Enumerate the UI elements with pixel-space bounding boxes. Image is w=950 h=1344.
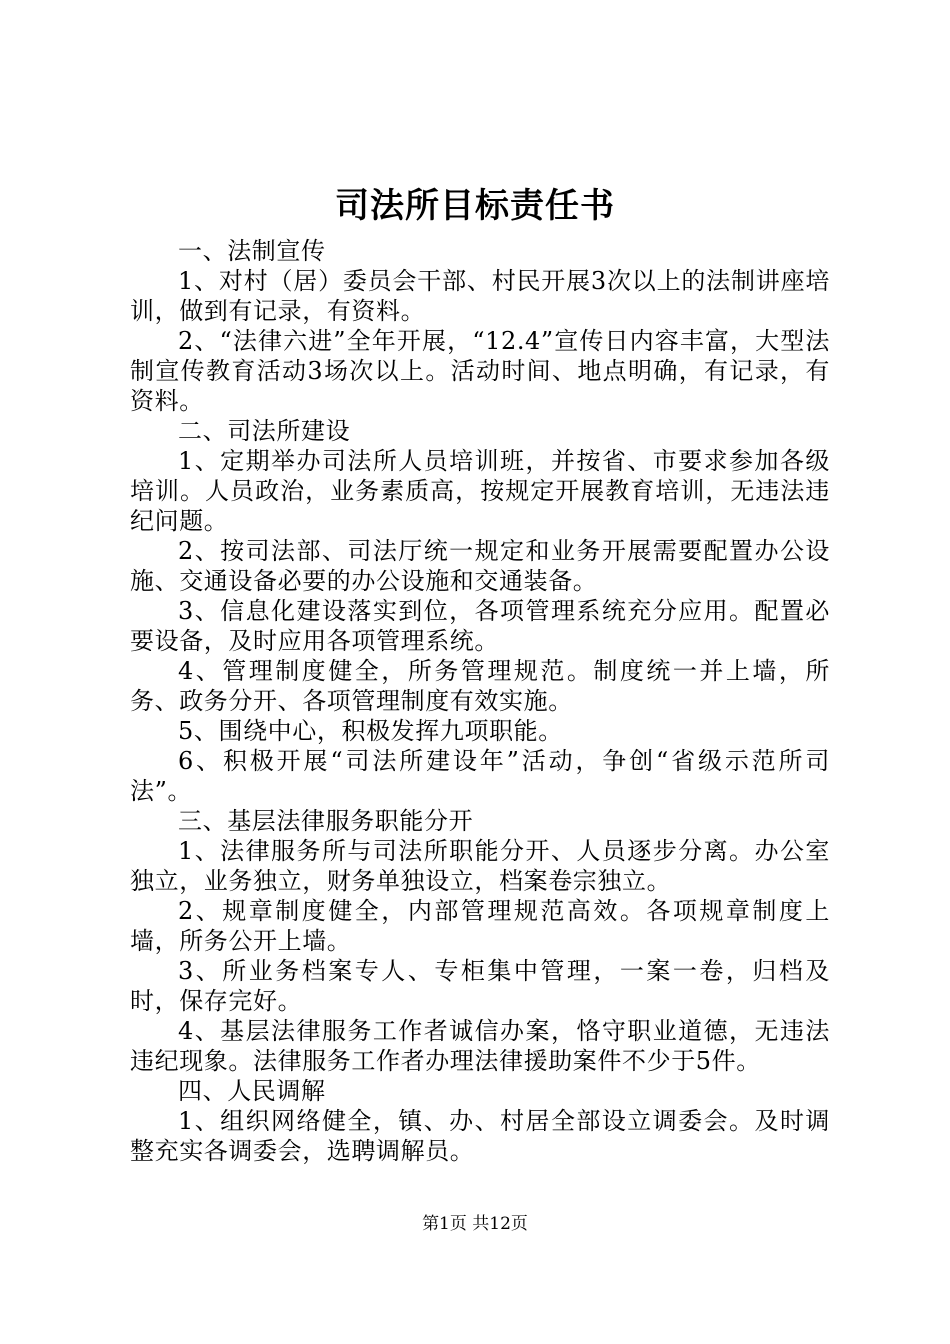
document-body [130, 236, 830, 1166]
paragraph: 1、法律服务所与司法所职能分开、人员逐步分离。办公室独立，业务独立，财务单独设立，档案卷宗独立。 [130, 837, 830, 895]
document-title: 司法所目标责任书 [335, 186, 615, 226]
paragraph: 2、规章制度健全，内部管理规范高效。各项规章制度上墙，所务公开上墙。 [130, 897, 830, 955]
paragraph: 4、基层法律服务工作者诚信办案，恪守职业道德，无违法违纪现象。法律服务工作者办理法律援助案件不少于5件。 [130, 1017, 830, 1075]
section-heading: 三、基层法律服务职能分开 [178, 807, 474, 835]
paragraph: 1、组织网络健全，镇、办、村居全部设立调委会。及时调整充实各调委会，选聘调解员。 [130, 1107, 830, 1165]
paragraph: 1、定期举办司法所人员培训班，并按省、市要求参加各级培训。人员政治，业务素质高，按规定开展教育培训，无违法违纪问题。 [130, 447, 830, 535]
section-heading: 二、司法所建设 [178, 417, 351, 445]
paragraph: 5、围绕中心，积极发挥九项职能。 [178, 717, 563, 745]
paragraph: 1、对村（居）委员会干部、村民开展3次以上的法制讲座培训，做到有记录，有资料。 [130, 267, 830, 325]
section-heading: 四、人民调解 [178, 1077, 326, 1105]
paragraph: 6、积极开展“司法所建设年”活动，争创“省级示范所司法”。 [130, 747, 830, 805]
paragraph: 3、所业务档案专人、专柜集中管理，一案一卷，归档及时，保存完好。 [130, 957, 830, 1015]
paragraph: 3、信息化建设落实到位，各项管理系统充分应用。配置必要设备，及时应用各项管理系统。 [130, 597, 830, 655]
section-heading: 一、法制宣传 [178, 237, 326, 265]
paragraph: 2、按司法部、司法厅统一规定和业务开展需要配置办公设施、交通设备必要的办公设施和交通装备。 [130, 537, 830, 595]
paragraph: 2、“法律六进”全年开展，“12.4”宣传日内容丰富，大型法制宣传教育活动3场次以上。活动时间、地点明确，有记录，有资料。 [130, 327, 830, 415]
paragraph: 4、管理制度健全，所务管理规范。制度统一并上墙，所务、政务分开、各项管理制度有效实施。 [130, 657, 830, 715]
page-footer: 第1页 共12页 [422, 1214, 528, 1234]
